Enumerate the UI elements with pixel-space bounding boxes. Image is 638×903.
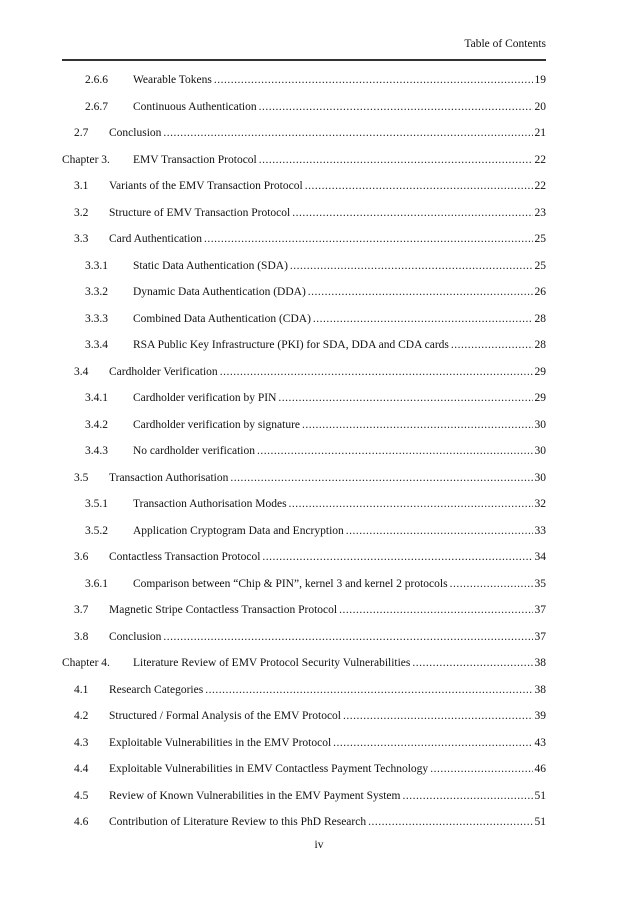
toc-entry-title: Transaction Authorisation: [109, 471, 229, 484]
toc-entry[interactable]: [0, 681, 638, 708]
toc-entry-number: 3.4.3: [85, 445, 108, 457]
dot-leader: [259, 151, 533, 169]
toc-entry[interactable]: [0, 442, 638, 469]
toc-entry[interactable]: [0, 98, 638, 125]
dot-leader: [204, 230, 533, 248]
dot-leader: [368, 813, 532, 831]
toc-entry-page: 28: [534, 312, 546, 325]
toc-entry[interactable]: [0, 151, 638, 178]
toc-entry-line: [109, 177, 546, 195]
toc-entry-page: 28: [534, 339, 546, 351]
toc-entry[interactable]: [0, 124, 638, 151]
toc-entry-line: [109, 548, 546, 566]
toc-entry-line: [109, 204, 546, 222]
toc-entry-number: 4.1: [74, 683, 89, 696]
toc-entry-line: [133, 310, 546, 328]
toc-entry-number: 3.5.1: [85, 498, 108, 510]
toc-entry-line: [133, 336, 546, 354]
toc-entry-page: 38: [534, 683, 546, 696]
toc-entry-number: 3.3.3: [85, 312, 108, 325]
toc-entry[interactable]: [0, 336, 638, 363]
dot-leader: [257, 442, 533, 460]
toc-entry-page: 34: [534, 551, 546, 563]
toc-entry[interactable]: [0, 469, 638, 496]
toc-entry-title: EMV Transaction Protocol: [133, 153, 257, 166]
toc-entry-page: 38: [534, 657, 546, 669]
toc-entry[interactable]: [0, 522, 638, 549]
toc-entry-title: Literature Review of EMV Protocol Security Vulnerabilities: [133, 657, 411, 669]
toc-entry-number: 3.4: [74, 365, 89, 378]
toc-entry[interactable]: [0, 363, 638, 390]
toc-entry[interactable]: [0, 575, 638, 602]
toc-entry-title: Conclusion: [109, 127, 162, 139]
toc-entry-page: 30: [534, 471, 546, 484]
toc-entry-number: 4.5: [74, 789, 89, 802]
dot-leader: [220, 363, 533, 381]
toc-entry[interactable]: [0, 283, 638, 310]
toc-entry-title: Research Categories: [109, 683, 204, 696]
toc-entry[interactable]: [0, 257, 638, 284]
dot-leader: [262, 548, 532, 566]
toc-entry-page: 51: [534, 789, 546, 802]
toc-entry-number: 3.6: [74, 551, 89, 563]
toc-entry-page: 46: [534, 763, 546, 775]
dot-leader: [259, 98, 533, 116]
toc-entry-title: Dynamic Data Authentication (DDA): [133, 286, 306, 298]
dot-leader: [302, 416, 532, 434]
toc-entry-number: 3.4.2: [85, 418, 108, 431]
toc-entry-line: [109, 628, 546, 646]
toc-entry-line: [133, 495, 546, 513]
dot-leader: [163, 628, 532, 646]
dot-leader: [163, 124, 532, 142]
toc-entry-line: [133, 416, 546, 434]
toc-entry-line: [133, 151, 546, 169]
dot-leader: [402, 787, 532, 805]
toc-entry-page: 37: [534, 604, 546, 616]
toc-entry[interactable]: [0, 230, 638, 257]
toc-entry-number: 2.6.6: [85, 74, 108, 86]
toc-entry-title: Structure of EMV Transaction Protocol: [109, 206, 291, 219]
dot-leader: [308, 283, 533, 301]
toc-entry-number: 3.7: [74, 604, 89, 616]
toc-entry-title: Exploitable Vulnerabilities in the EMV Protocol: [109, 736, 332, 749]
toc-entry-title: Variants of the EMV Transaction Protocol: [109, 180, 303, 192]
dot-leader: [292, 204, 532, 222]
dot-leader: [305, 177, 533, 195]
toc-entry-number: 4.6: [74, 816, 89, 828]
toc-entry-page: 21: [534, 127, 546, 139]
toc-entry-title: Magnetic Stripe Contactless Transaction Protocol: [109, 604, 338, 616]
toc-entry-line: [109, 469, 546, 487]
toc-entry-page: 26: [534, 286, 546, 298]
toc-entry-page: 22: [534, 180, 546, 192]
toc-entry-page: 19: [534, 74, 546, 86]
toc-entry-title: Transaction Authorisation Modes: [133, 498, 287, 510]
running-header: Table of Contents: [464, 38, 546, 50]
toc-entry-page: 30: [534, 445, 546, 457]
toc-entry-title: Static Data Authentication (SDA): [133, 259, 288, 272]
toc-entry[interactable]: [0, 734, 638, 761]
dot-leader: [450, 575, 533, 593]
toc-entry-title: Wearable Tokens: [133, 74, 212, 86]
toc-entry-number: 2.7: [74, 127, 89, 139]
toc-entry-line: [133, 442, 546, 460]
toc-entry-page: 22: [534, 153, 546, 166]
toc-entry-number: 3.3.4: [85, 339, 108, 351]
toc-entry-page: 51: [534, 816, 546, 828]
toc-entry-number: 3.6.1: [85, 577, 108, 590]
toc-entry-line: [109, 124, 546, 142]
toc-entry-page: 33: [534, 524, 546, 537]
dot-leader: [346, 522, 533, 540]
dot-leader: [430, 760, 532, 778]
toc-entry[interactable]: [0, 416, 638, 443]
toc-entry[interactable]: [0, 787, 638, 814]
dot-leader: [214, 71, 533, 89]
toc-entry-page: 23: [534, 206, 546, 219]
toc-entry-number: Chapter 4.: [62, 657, 110, 669]
toc-entry-title: Application Cryptogram Data and Encryption: [133, 524, 344, 537]
toc-entry-page: 30: [534, 418, 546, 431]
toc-entry[interactable]: [0, 177, 638, 204]
toc-entry-line: [109, 787, 546, 805]
toc-entry-page: 29: [534, 365, 546, 378]
toc-entry-line: [133, 654, 546, 672]
table-of-contents: [0, 71, 638, 840]
toc-entry[interactable]: [0, 628, 638, 655]
toc-entry-title: Combined Data Authentication (CDA): [133, 312, 311, 325]
dot-leader: [205, 681, 532, 699]
toc-entry-line: [109, 681, 546, 699]
toc-entry-title: Continuous Authentication: [133, 100, 257, 113]
toc-entry-page: 35: [534, 577, 546, 590]
dot-leader: [333, 734, 532, 752]
toc-entry-page: 32: [534, 498, 546, 510]
dot-leader: [339, 601, 532, 619]
dot-leader: [343, 707, 532, 725]
toc-entry-line: [133, 522, 546, 540]
toc-entry-number: 4.4: [74, 763, 89, 775]
toc-entry-number: 4.3: [74, 736, 89, 749]
toc-entry-title: No cardholder verification: [133, 445, 255, 457]
toc-entry-title: Card Authentication: [109, 233, 202, 245]
toc-entry-title: Exploitable Vulnerabilities in EMV Contactless Payment Technology: [109, 763, 429, 775]
toc-entry-title: Contribution of Literature Review to this PhD Research: [109, 816, 367, 828]
toc-entry-page: 29: [534, 392, 546, 404]
toc-entry-number: 3.3.1: [85, 259, 108, 272]
toc-entry[interactable]: [0, 707, 638, 734]
dot-leader: [278, 389, 532, 407]
toc-entry-line: [109, 734, 546, 752]
toc-entry-number: 2.6.7: [85, 100, 108, 113]
dot-leader: [230, 469, 532, 487]
toc-entry-number: 3.4.1: [85, 392, 108, 404]
toc-entry-line: [109, 363, 546, 381]
toc-entry-line: [133, 389, 546, 407]
toc-entry-line: [109, 601, 546, 619]
toc-entry-title: Cardholder verification by PIN: [133, 392, 277, 404]
page-number: iv: [314, 839, 324, 851]
toc-entry-page: 39: [534, 710, 546, 722]
toc-entry[interactable]: [0, 813, 638, 840]
toc-entry-line: [133, 283, 546, 301]
dot-leader: [290, 257, 533, 275]
toc-entry-title: Contactless Transaction Protocol: [109, 551, 261, 563]
toc-entry-title: Conclusion: [109, 630, 162, 643]
toc-entry[interactable]: [0, 601, 638, 628]
toc-entry-line: [109, 813, 546, 831]
toc-entry-line: [133, 257, 546, 275]
dot-leader: [412, 654, 532, 672]
toc-entry-number: 3.2: [74, 206, 89, 219]
toc-entry-title: Structured / Formal Analysis of the EMV Protocol: [109, 710, 342, 722]
toc-entry-number: 3.3.2: [85, 286, 108, 298]
dot-leader: [289, 495, 533, 513]
toc-entry-number: 3.1: [74, 180, 89, 192]
toc-entry-line: [133, 575, 546, 593]
toc-entry[interactable]: [0, 71, 638, 98]
header-rule: [62, 59, 546, 61]
toc-entry[interactable]: [0, 654, 638, 681]
toc-entry[interactable]: [0, 548, 638, 575]
toc-entry-page: 37: [534, 630, 546, 643]
toc-entry[interactable]: [0, 204, 638, 231]
toc-entry-title: Comparison between “Chip & PIN”, kernel 3 and kernel 2 protocols: [133, 577, 448, 590]
toc-entry[interactable]: [0, 760, 638, 787]
toc-entry[interactable]: [0, 310, 638, 337]
toc-entry-line: [133, 71, 546, 89]
toc-entry-page: 43: [534, 736, 546, 749]
dot-leader: [451, 336, 533, 354]
toc-entry-page: 20: [534, 100, 546, 113]
toc-entry-line: [133, 98, 546, 116]
toc-entry-number: 3.8: [74, 630, 89, 643]
toc-entry-title: Review of Known Vulnerabilities in the EMV Payment System: [109, 789, 401, 802]
toc-entry-line: [109, 760, 546, 778]
toc-entry-title: Cardholder Verification: [109, 365, 218, 378]
toc-entry-number: 3.5.2: [85, 524, 108, 537]
toc-entry[interactable]: [0, 389, 638, 416]
toc-entry-number: Chapter 3.: [62, 153, 110, 166]
toc-entry-page: 25: [534, 233, 546, 245]
toc-entry-line: [109, 230, 546, 248]
toc-entry-number: 3.3: [74, 233, 89, 245]
dot-leader: [313, 310, 533, 328]
toc-entry-title: Cardholder verification by signature: [133, 418, 301, 431]
toc-entry-number: 3.5: [74, 471, 89, 484]
toc-entry-line: [109, 707, 546, 725]
toc-entry-page: 25: [534, 259, 546, 272]
toc-entry[interactable]: [0, 495, 638, 522]
toc-entry-number: 4.2: [74, 710, 89, 722]
toc-entry-title: RSA Public Key Infrastructure (PKI) for SDA, DDA and CDA cards: [133, 339, 449, 351]
